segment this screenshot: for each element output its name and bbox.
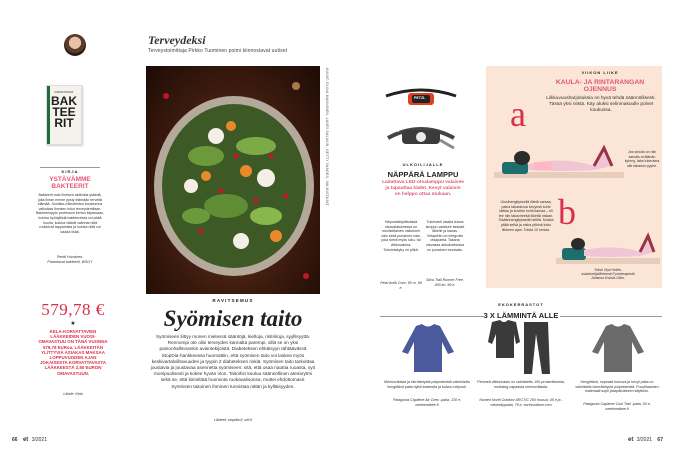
article-source: Lähteet: stopdia.fi, uef.fi bbox=[213, 418, 253, 422]
price-value: 579,78 € bbox=[41, 300, 105, 319]
exercise-heading-line: KAULA- JA RINTARANGAN bbox=[555, 79, 645, 86]
issue-number: 3/2021 bbox=[31, 437, 47, 443]
shirt-1-image bbox=[398, 322, 458, 374]
page-number: 67 bbox=[657, 437, 663, 443]
lamp-left-text: Helposäädyttävässä otsavalaisimessa on monikeilainen valkoinen valo sekä punainen valo, joka toimii myös luku- tai viikkovalona. Toimintakyky on pitkä. bbox=[381, 220, 421, 252]
shirt-1-text: Merinovillasta ja kierrätetystä polyesteristä valmistettu hengittävä paita hylkii kosteutta ja kuivuu helposti. bbox=[384, 380, 470, 389]
page-number: 66 bbox=[12, 437, 18, 443]
book-heading-line: YSTÄVÄMME bbox=[49, 176, 91, 183]
book-cover-image bbox=[46, 85, 82, 145]
exercise-intro: Liikkuvuusharjoituksia on hyvä tehdä säännöllisesti. Tässä yksi niistä. Käy aluksi selinmakuulle polvet koukussa. bbox=[546, 96, 656, 113]
lamp-heading: NÄPPÄRÄ LAMPPU bbox=[387, 170, 459, 179]
step-a-text: Jos sinulla on niin sanottu erälänän kyhmy, laita tukeraina ulle takaisin pyyhe. bbox=[624, 150, 660, 168]
magazine-name: et bbox=[628, 437, 634, 443]
salad-photo bbox=[146, 66, 320, 294]
exercise-section-label: VIIKON LIIKE bbox=[581, 70, 619, 75]
book-cover-top: PARANTAVAT bbox=[54, 90, 74, 94]
exercise-credit-line: Johanna Eskola-Olkio. bbox=[591, 276, 625, 281]
book-credit bbox=[36, 255, 104, 264]
lamp-right-text: Tukevasti otsalla istuva lamppu valaisee tarkasti lähelle ja kauas. Virtapiiriin on integroitu otsapanta. Takana olevassa akkukotelossa on punainen turvavalo. bbox=[425, 220, 465, 252]
shirts-divider bbox=[560, 316, 662, 317]
book-cover-line: BAK bbox=[51, 94, 77, 108]
book-credit-line: Pentti Huovinen: bbox=[56, 255, 84, 259]
lamp-right-credit: Silva Trail Runner Free, 400 lm, 99 e. bbox=[426, 278, 464, 287]
book-section-label: KIRJA bbox=[40, 167, 100, 174]
star-icon: ★ bbox=[70, 321, 76, 327]
book-heading bbox=[40, 176, 100, 190]
article-body: Syömiseen liittyy monen mielessä sääntöjä, kieltoja, ristiriitoja, syyllisyyttä. Rennompi ote olisi terveyden kannalta parempi, sillä se on yksi painonhallinnankin avaintekijöistä. Diabeteksen ehkäisyyn tähtäävässä StopDia-hankkeessa huomattiin, että syömisen taito voi laskea myös keskivartalolihavuuden ja tyypin 2 diabeteksen riskiä. Syömisen taito tarkoittaa joustavia ja joustavaa asennetta syömiseen: sitä, että osaa nauttia ruoasta, syö monipuolisesti ja kokee hyvän olon. Taitoihin kuuluu säännöllinen ateriarytmi sekä se, että kiinnittää huomiota ruokavalioonsa, muttei ehdottomasti. Syömisen taitoinen ihminen tunnistaa nälän ja kylläisyyden. bbox=[150, 334, 316, 389]
shirt-2-text: Pehmeä välikerrasto on valmistettu 100-prosenttisesta, mulesing-vapaasta merinovillasta. bbox=[477, 380, 565, 389]
footer-right bbox=[628, 437, 663, 443]
price-source: Lähde: Kela bbox=[63, 392, 83, 396]
footer-left bbox=[12, 437, 47, 443]
shirt-2-credit: Nooten North Outdoor ARCTIC 260 housut, 45 e ja -vetoketjupaita, 75 e, northoutdoor.com bbox=[479, 398, 563, 407]
author-avatar bbox=[64, 34, 86, 56]
lamp-intro: Ladattava LED-otsalamppu valaisee ja tapauttaa kädet. Kevyt valaisin on helppo ottaa mukaan. bbox=[382, 180, 464, 197]
exercise-heading bbox=[540, 79, 660, 94]
silva-brand: SILVA bbox=[388, 128, 400, 133]
shirts-heading: 3 X LÄMMINTÄ ALLE bbox=[483, 311, 559, 320]
step-a-letter: a bbox=[510, 94, 526, 134]
exercise-credit-line: Teksti Virpi Hellén, bbox=[594, 268, 622, 272]
article-kicker: RAVITSEMUS bbox=[212, 298, 254, 303]
photo-credit: KUVAT: ELINA MANNINEN, LAURI SALAVIN, GETTY IMAGES, VALMISTAJAT bbox=[325, 68, 329, 206]
step-b-letter: b bbox=[558, 192, 576, 232]
book-cover-line: RIT bbox=[54, 116, 74, 130]
shirt-3-credit: Patagonia Capilene Cool Trail -paita, 50 e, weekendbee.fi bbox=[583, 402, 651, 411]
exercise-credit-line: asiantuntijalähteenä Fysioterapeutti bbox=[581, 272, 635, 277]
book-heading-line: BAKTEERIT bbox=[51, 183, 89, 190]
exercise-heading-line: OJENNUS bbox=[583, 86, 617, 94]
exercise-image-a bbox=[494, 136, 624, 192]
step-b-text: Ulosihengityksellä liitetä varsaa, paina takaraivoa kevyesti kohti lattiaa ja kuvitse kohti kaulaa – eli tee niin takavireekä liikettä niskan. Sisäänhengitykaellä hellitä. Muista pitää selkä ja niska pitkinä koko liikkeen ajan. Toista 10 kertaa. bbox=[498, 200, 554, 232]
issue-number: 3/2021 bbox=[636, 437, 653, 443]
silva-lamp-image bbox=[384, 118, 458, 152]
article-title: Syömisen taito bbox=[163, 306, 303, 331]
page-subtitle: Terveystoimittaja Pirkko Tuominen poimi kiinnostavat uutiset bbox=[148, 48, 288, 54]
shirt-1-credit: Patagonia Capilene Air Crew -paita, 130 e, weekendbee.fi bbox=[393, 398, 461, 407]
exercise-image-b bbox=[556, 228, 660, 268]
petzl-brand: PETZL bbox=[414, 96, 426, 100]
lamp-left-credit: Petzl Actik Core, 60 m, 99 e. bbox=[380, 281, 422, 290]
book-cover-line: TEE bbox=[52, 105, 76, 119]
shirts-section-label: EKOKERRASTOT bbox=[498, 302, 544, 307]
pants-image bbox=[486, 318, 556, 376]
page-title: Terveydeksi bbox=[148, 33, 206, 47]
shirt-3-image bbox=[588, 322, 648, 374]
lamp-section-label: ULKOILIJALLE bbox=[402, 162, 444, 167]
shirts-divider bbox=[380, 316, 484, 317]
book-body: Bakteerit ovat ihmisen aktiivisia ystäviä, joita ilman emme pysty elämään terveitä elämää. Suolisto-mikrobiston koostumus vaikuttaa ihmisen koko terveydentilaan. Bakteerioppin professori kertoo kirjassaan, kuinka hyödyllisiä bakteereista voi pitää huolta, kuinka väärät valinnat niitä ruokkivat tappamista ja kuinka niitä voi saada lisää. bbox=[36, 193, 104, 234]
book-credit-line: Parantavat bakteerit, WSOY bbox=[47, 259, 93, 264]
magazine-name: et bbox=[22, 437, 29, 443]
shirt-3-text: Hengittävä, nopeasti kuivuva ja kevyt paita on valmistettu kierrätetystä polyesteristä. Puuvillaamien materiaali sopii jokapäiväiseen käyttöön. bbox=[575, 380, 659, 394]
price-body: KELA-KORVATTAVIEN LÄÄKKEIDEN VUOSI-OMAVASTUU ON TÄNÄ VUONNA 579,78 EURoa. LÄÄKKEITÄN YLITTYVIÄ ASIAKAS MAKSAA LOPPUVUODEN AJAN JOKAISESTA KORVATTAVASTA LÄÄKKEESTÄ 2,50 EURON OMAVASTUUN. bbox=[38, 329, 108, 376]
exercise-credit bbox=[560, 268, 656, 281]
petzl-lamp-image bbox=[384, 84, 458, 108]
